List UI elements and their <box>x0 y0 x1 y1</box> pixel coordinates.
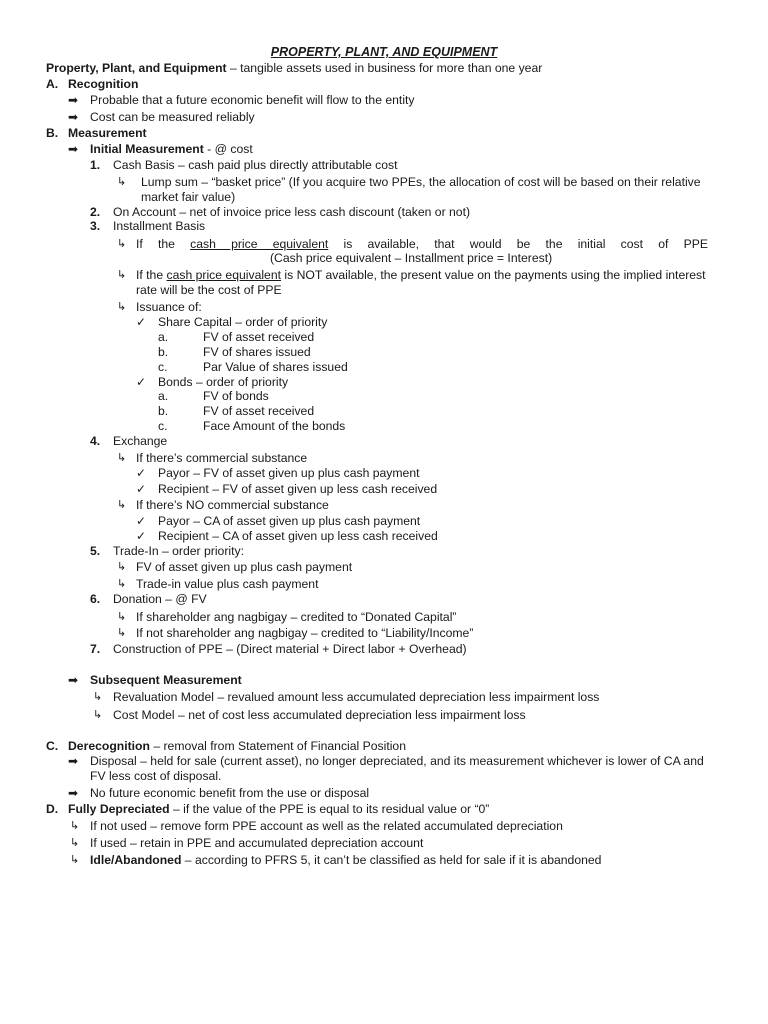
hook-arrow-icon: ↳ <box>117 452 127 464</box>
fully-depreciated-text: – if the value of the PPE is equal to its residual value or “0” <box>169 802 490 816</box>
bonds-item-key: c. <box>158 419 168 433</box>
item-number: 4. <box>90 434 101 448</box>
cash-price-equivalent-line <box>136 237 708 252</box>
idle-abandoned-label: Idle/Abandoned <box>90 853 182 867</box>
trade-in-text: Trade-In – order priority: <box>113 544 244 558</box>
bonds-item-key: a. <box>158 389 169 403</box>
section-c-letter: C. <box>46 739 59 753</box>
arrow-icon: ➡ <box>68 93 79 107</box>
definition-line <box>46 61 542 76</box>
cost-model-text: Cost Model – net of cost less accumulated depreciation less impairment loss <box>113 708 526 722</box>
initial-measurement-line <box>90 142 253 157</box>
issuance-text: Issuance of: <box>136 300 202 314</box>
no-cpe-line-2: rate will be the cost of PPE <box>136 283 282 297</box>
initial-measurement-label: Initial Measurement <box>90 142 204 156</box>
hook-arrow-icon: ↳ <box>117 176 127 188</box>
hook-arrow-icon: ↳ <box>117 627 127 639</box>
commercial-substance-yes: If there’s commercial substance <box>136 451 308 465</box>
arrow-icon: ➡ <box>68 142 79 156</box>
donation-item: If not shareholder ang nagbigay – credited to “Liability/Income” <box>136 626 474 640</box>
section-b-letter: B. <box>46 126 59 140</box>
check-icon: ✓ <box>136 375 147 389</box>
cs-no-recipient: Recipient – CA of asset given up less cash received <box>158 529 438 543</box>
cs-no-payor: Payor – CA of asset given up plus cash payment <box>158 514 421 528</box>
check-icon: ✓ <box>136 529 147 543</box>
item-number: 2. <box>90 205 101 219</box>
hook-arrow-icon: ↳ <box>93 691 103 703</box>
hook-arrow-icon: ↳ <box>117 499 127 511</box>
ncpe-term: cash price equivalent <box>166 268 281 282</box>
hook-arrow-icon: ↳ <box>93 709 103 721</box>
cpe-term: cash price equivalent <box>190 237 329 251</box>
share-capital-item-key: b. <box>158 345 169 359</box>
share-capital-item-value: FV of shares issued <box>203 345 311 359</box>
arrow-icon: ➡ <box>68 754 79 768</box>
hook-arrow-icon: ↳ <box>117 578 127 590</box>
arrow-icon: ➡ <box>68 673 79 687</box>
check-icon: ✓ <box>136 514 147 528</box>
lump-sum-line-2: market fair value) <box>141 190 236 204</box>
item-number: 1. <box>90 158 101 172</box>
item-number: 5. <box>90 544 101 558</box>
share-capital-item-value: FV of asset received <box>203 330 315 344</box>
disposal-line-2: FV less cost of disposal. <box>90 769 222 783</box>
hook-arrow-icon: ↳ <box>117 238 127 250</box>
section-c-heading: Derecognition <box>68 739 150 753</box>
no-future-benefit-text: No future economic benefit from the use or disposal <box>90 786 370 800</box>
cpe-formula: (Cash price equivalent – Installment price = Interest) <box>270 251 553 265</box>
on-account-text: On Account – net of invoice price less cash discount (taken or not) <box>113 205 471 219</box>
trade-in-item: FV of asset given up plus cash payment <box>136 560 353 574</box>
no-cpe-line <box>136 268 706 283</box>
check-icon: ✓ <box>136 315 147 329</box>
ncpe-rest-text: is NOT available, the present value on the payments using the implied interest <box>281 268 706 282</box>
initial-measurement-text: - @ cost <box>203 142 253 156</box>
derecognition-text: – removal from Statement of Financial Position <box>149 739 406 753</box>
section-d-heading: Fully Depreciated <box>68 802 170 816</box>
check-icon: ✓ <box>136 482 147 496</box>
section-b-heading: Measurement <box>68 126 147 140</box>
donation-item: If shareholder ang nagbigay – credited to “Donated Capital” <box>136 610 457 624</box>
item-number: 3. <box>90 219 101 233</box>
item-number: 7. <box>90 642 101 656</box>
share-capital-text: Share Capital – order of priority <box>158 315 328 329</box>
bonds-item-value: FV of bonds <box>203 389 269 403</box>
hook-arrow-icon: ↳ <box>117 301 127 313</box>
cpe-rest-text: is available, that would be the initial cost of PPE <box>328 237 708 251</box>
bonds-item-key: b. <box>158 404 169 418</box>
cs-yes-recipient: Recipient – FV of asset given up less cash received <box>158 482 438 496</box>
share-capital-item-key: a. <box>158 330 169 344</box>
revaluation-model-text: Revaluation Model – revalued amount less accumulated depreciation less impairment loss <box>113 690 600 704</box>
disposal-line-1: Disposal – held for sale (current asset), no longer depreciated, and its measurement whichever is lower of CA and <box>90 754 704 768</box>
definition-text: – tangible assets used in business for more than one year <box>226 61 543 75</box>
ncpe-if-text: If the <box>136 268 167 282</box>
trade-in-item: Trade-in value plus cash payment <box>136 577 319 591</box>
arrow-icon: ➡ <box>68 786 79 800</box>
section-d-letter: D. <box>46 802 59 816</box>
bonds-item-value: FV of asset received <box>203 404 315 418</box>
hook-arrow-icon: ↳ <box>117 561 127 573</box>
bonds-text: Bonds – order of priority <box>158 375 289 389</box>
hook-arrow-icon: ↳ <box>70 837 80 849</box>
hook-arrow-icon: ↳ <box>117 611 127 623</box>
section-a-letter: A. <box>46 77 59 91</box>
definition-term: Property, Plant, and Equipment <box>46 61 227 75</box>
section-a-heading: Recognition <box>68 77 139 91</box>
commercial-substance-no: If there’s NO commercial substance <box>136 498 329 512</box>
used-text: If used – retain in PPE and accumulated depreciation account <box>90 836 424 850</box>
recognition-item: Probable that a future economic benefit will flow to the entity <box>90 93 415 107</box>
hook-arrow-icon: ↳ <box>70 820 80 832</box>
item-number: 6. <box>90 592 101 606</box>
share-capital-item-value: Par Value of shares issued <box>203 360 348 374</box>
check-icon: ✓ <box>136 466 147 480</box>
recognition-item: Cost can be measured reliably <box>90 110 255 124</box>
idle-abandoned-text: – according to PFRS 5, it can’t be classified as held for sale if it is abandoned <box>181 853 602 867</box>
installment-basis-text: Installment Basis <box>113 219 206 233</box>
cpe-if-text: If the <box>136 237 191 251</box>
page-title: PROPERTY, PLANT, AND EQUIPMENT <box>270 45 498 59</box>
arrow-icon: ➡ <box>68 110 79 124</box>
share-capital-item-key: c. <box>158 360 168 374</box>
subsequent-measurement-label: Subsequent Measurement <box>90 673 242 687</box>
exchange-text: Exchange <box>113 434 168 448</box>
not-used-text: If not used – remove form PPE account as well as the related accumulated depreciation <box>90 819 563 833</box>
lump-sum-line-1: Lump sum – “basket price” (If you acquire two PPEs, the allocation of cost will be based on their relative <box>141 175 701 189</box>
hook-arrow-icon: ↳ <box>70 854 80 866</box>
bonds-item-value: Face Amount of the bonds <box>203 419 346 433</box>
fully-depreciated-line <box>68 802 489 817</box>
donation-text: Donation – @ FV <box>113 592 207 606</box>
construction-text: Construction of PPE – (Direct material + Direct labor + Overhead) <box>113 642 467 656</box>
idle-abandoned-line <box>90 853 601 868</box>
hook-arrow-icon: ↳ <box>117 269 127 281</box>
cash-basis-text: Cash Basis – cash paid plus directly attributable cost <box>113 158 398 172</box>
derecognition-line <box>68 739 406 754</box>
cs-yes-payor: Payor – FV of asset given up plus cash payment <box>158 466 420 480</box>
